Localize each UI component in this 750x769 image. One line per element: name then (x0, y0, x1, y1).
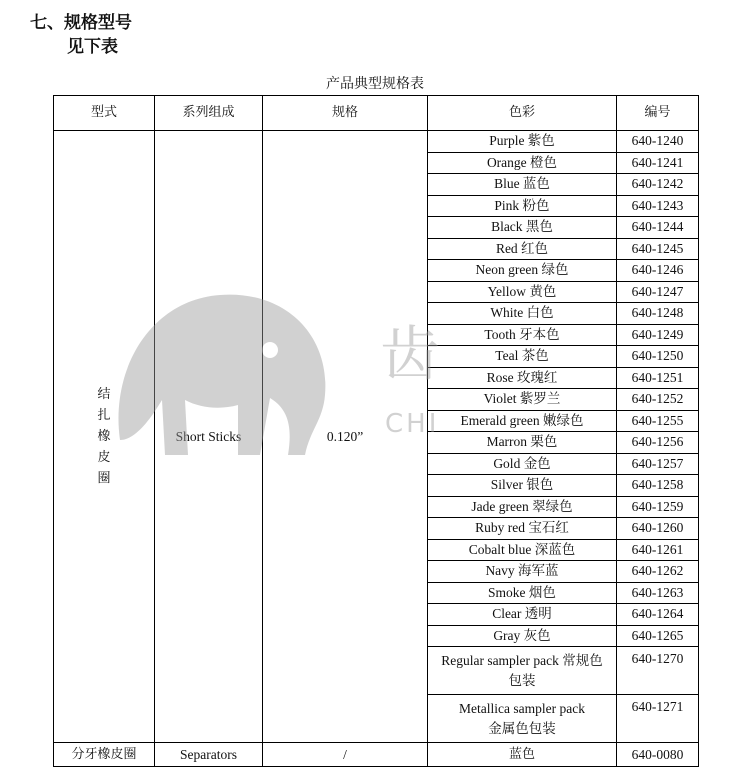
table-row (54, 743, 699, 767)
code-cell: 640-1244 (617, 217, 699, 239)
code-cell: 640-1263 (617, 582, 699, 604)
color-cell (428, 647, 617, 695)
color-cell: Clear 透明 (428, 604, 617, 626)
code-cell: 640-1257 (617, 453, 699, 475)
series-cell: Separators (155, 743, 263, 767)
color-cell: 蓝色 (428, 743, 617, 767)
color-cell: Blue 蓝色 (428, 174, 617, 196)
code-cell: 640-1264 (617, 604, 699, 626)
color-cell: Pink 粉色 (428, 195, 617, 217)
color-cell: Jade green 翠绿色 (428, 496, 617, 518)
type-cell (54, 131, 155, 743)
color-cell: Marron 栗色 (428, 432, 617, 454)
type-cell: 分牙橡皮圈 (54, 743, 155, 767)
type-char: 圈 (97, 471, 111, 487)
code-cell: 640-1262 (617, 561, 699, 583)
code-cell: 640-1259 (617, 496, 699, 518)
code-cell: 640-1250 (617, 346, 699, 368)
code-cell: 640-1248 (617, 303, 699, 325)
type-char: 结 (97, 387, 111, 403)
code-cell: 640-1247 (617, 281, 699, 303)
section-heading: 七、规格型号 (30, 13, 132, 33)
code-cell: 640-1249 (617, 324, 699, 346)
color-cell: Neon green 绿色 (428, 260, 617, 282)
color-cell: Gray 灰色 (428, 625, 617, 647)
code-cell: 640-1245 (617, 238, 699, 260)
spec-cell: / (263, 743, 428, 767)
code-cell: 640-1261 (617, 539, 699, 561)
color-cell: Yellow 黄色 (428, 281, 617, 303)
code-cell: 640-1256 (617, 432, 699, 454)
code-cell: 640-1258 (617, 475, 699, 497)
code-cell: 640-1255 (617, 410, 699, 432)
color-cell: Tooth 牙本色 (428, 324, 617, 346)
spec-table (53, 95, 699, 767)
color-cell: Gold 金色 (428, 453, 617, 475)
code-cell: 640-1252 (617, 389, 699, 411)
section-subheading: 见下表 (67, 37, 118, 57)
color-cell: Purple 紫色 (428, 131, 617, 153)
color-line: 包装 (508, 672, 536, 688)
code-cell: 640-0080 (617, 743, 699, 767)
series-cell: Short Sticks (155, 131, 263, 743)
color-cell: Emerald green 嫩绿色 (428, 410, 617, 432)
header-code: 编号 (617, 96, 699, 131)
type-char: 扎 (97, 408, 111, 424)
color-cell: Silver 银色 (428, 475, 617, 497)
code-cell: 640-1240 (617, 131, 699, 153)
color-cell: Red 红色 (428, 238, 617, 260)
watermark-cn-text: 齿 (380, 320, 440, 390)
type-char: 橡 (97, 429, 111, 445)
header-series: 系列组成 (155, 96, 263, 131)
table-caption: 产品典型规格表 (326, 76, 424, 92)
code-cell: 640-1241 (617, 152, 699, 174)
color-line: Metallica sampler pack (459, 700, 585, 716)
spec-cell: 0.120” (263, 131, 428, 743)
code-cell: 640-1243 (617, 195, 699, 217)
color-line: Regular sampler pack 常规色 (441, 652, 603, 668)
code-cell: 640-1260 (617, 518, 699, 540)
color-cell: Smoke 烟色 (428, 582, 617, 604)
color-cell: Ruby red 宝石红 (428, 518, 617, 540)
type-char: 皮 (97, 450, 111, 466)
type-vertical-text (97, 384, 111, 489)
color-cell (428, 695, 617, 743)
code-cell: 640-1246 (617, 260, 699, 282)
color-cell: Teal 茶色 (428, 346, 617, 368)
code-cell: 640-1271 (617, 695, 699, 743)
color-cell: Navy 海军蓝 (428, 561, 617, 583)
color-cell: Orange 橙色 (428, 152, 617, 174)
header-spec: 规格 (263, 96, 428, 131)
code-cell: 640-1242 (617, 174, 699, 196)
color-cell: White 白色 (428, 303, 617, 325)
color-cell: Rose 玫瑰红 (428, 367, 617, 389)
color-cell: Black 黑色 (428, 217, 617, 239)
code-cell: 640-1251 (617, 367, 699, 389)
color-line: 金属色包装 (488, 720, 556, 736)
table-row (54, 131, 699, 153)
watermark-en-text: CHI (385, 409, 440, 439)
color-cell: Cobalt blue 深蓝色 (428, 539, 617, 561)
header-row (54, 96, 699, 131)
header-color: 色彩 (428, 96, 617, 131)
color-cell: Violet 紫罗兰 (428, 389, 617, 411)
code-cell: 640-1270 (617, 647, 699, 695)
header-type: 型式 (54, 96, 155, 131)
code-cell: 640-1265 (617, 625, 699, 647)
